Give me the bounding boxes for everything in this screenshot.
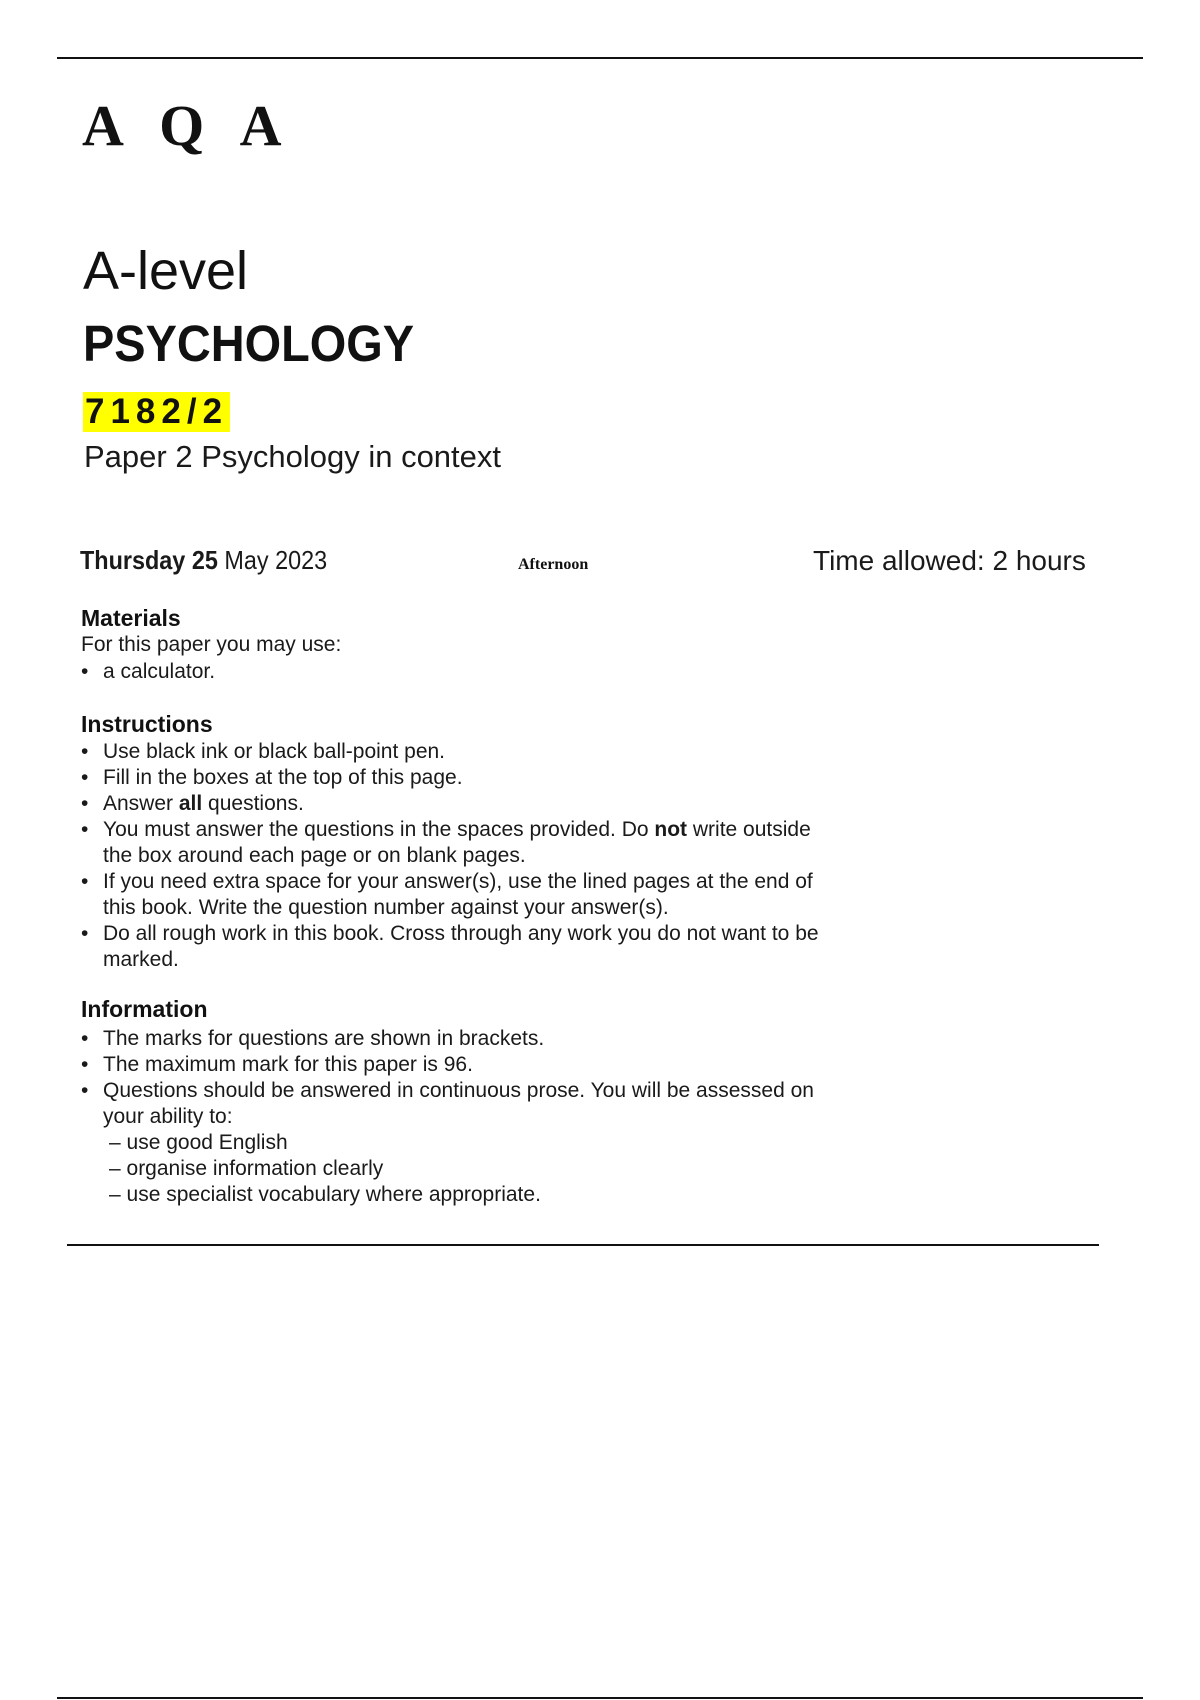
list-item: • Fill in the boxes at the top of this page. — [81, 766, 463, 789]
instructions-heading: Instructions — [81, 711, 213, 737]
information-list — [81, 1026, 821, 1208]
paper-title: Paper 2 Psychology in context — [84, 439, 502, 474]
exam-date-day: Thursday 25 — [80, 545, 218, 575]
top-divider — [57, 57, 1143, 59]
time-allowed: Time allowed: 2 hours — [813, 545, 1086, 576]
list-item: • Use black ink or black ball-point pen. — [81, 740, 446, 763]
materials-intro: For this paper you may use: — [81, 633, 342, 656]
list-item: • You must answer the questions in the spaces provided. Do not write outside the box around each page or on blank pages. — [81, 818, 811, 867]
bullet-icon: • — [81, 818, 89, 841]
subject-title: PSYCHOLOGY — [83, 315, 415, 372]
exam-session: Afternoon — [518, 556, 589, 573]
bullet-icon: • — [81, 766, 89, 789]
bullet-icon: • — [81, 1027, 89, 1050]
sub-item: – organise information clearly — [109, 1157, 384, 1180]
list-item: • Answer all questions. — [81, 792, 304, 815]
list-item: • The marks for questions are shown in brackets. — [81, 1027, 545, 1050]
qualification-level: A-level — [83, 241, 249, 301]
information-heading: Information — [81, 996, 208, 1022]
list-item: • Questions should be answered in continuous prose. You will be assessed on your ability to: – use good English – organise information clearly – use specialist vocabulary where appropriate. — [81, 1078, 821, 1208]
exam-date-month-year: May 2023 — [217, 545, 328, 575]
bullet-icon: • — [81, 1053, 89, 1076]
exam-date — [80, 545, 327, 576]
list-item: • If you need extra space for your answer(s), use the lined pages at the end of this book. Write the question number against your answer(s). — [81, 870, 813, 919]
bullet-icon: • — [81, 792, 89, 815]
bullet-icon: • — [81, 740, 89, 763]
sub-item: – use specialist vocabulary where appropriate. — [109, 1183, 541, 1206]
bullet-icon: • — [81, 1079, 89, 1102]
section-divider — [67, 1244, 1099, 1246]
aqa-logo: A Q A — [82, 93, 294, 158]
list-item: • Do all rough work in this book. Cross through any work you do not want to be marked. — [81, 922, 819, 971]
bullet-icon: • — [81, 660, 89, 683]
list-item: • a calculator. — [81, 660, 216, 683]
instructions-list — [81, 739, 821, 973]
bottom-divider — [57, 1697, 1143, 1699]
materials-list — [81, 659, 821, 685]
paper-code: 7182/2 — [85, 392, 229, 431]
bullet-icon: • — [81, 922, 89, 945]
sub-item: – use good English — [109, 1131, 288, 1154]
materials-heading: Materials — [81, 605, 181, 631]
list-item: • The maximum mark for this paper is 96. — [81, 1053, 473, 1076]
bullet-icon: • — [81, 870, 89, 893]
